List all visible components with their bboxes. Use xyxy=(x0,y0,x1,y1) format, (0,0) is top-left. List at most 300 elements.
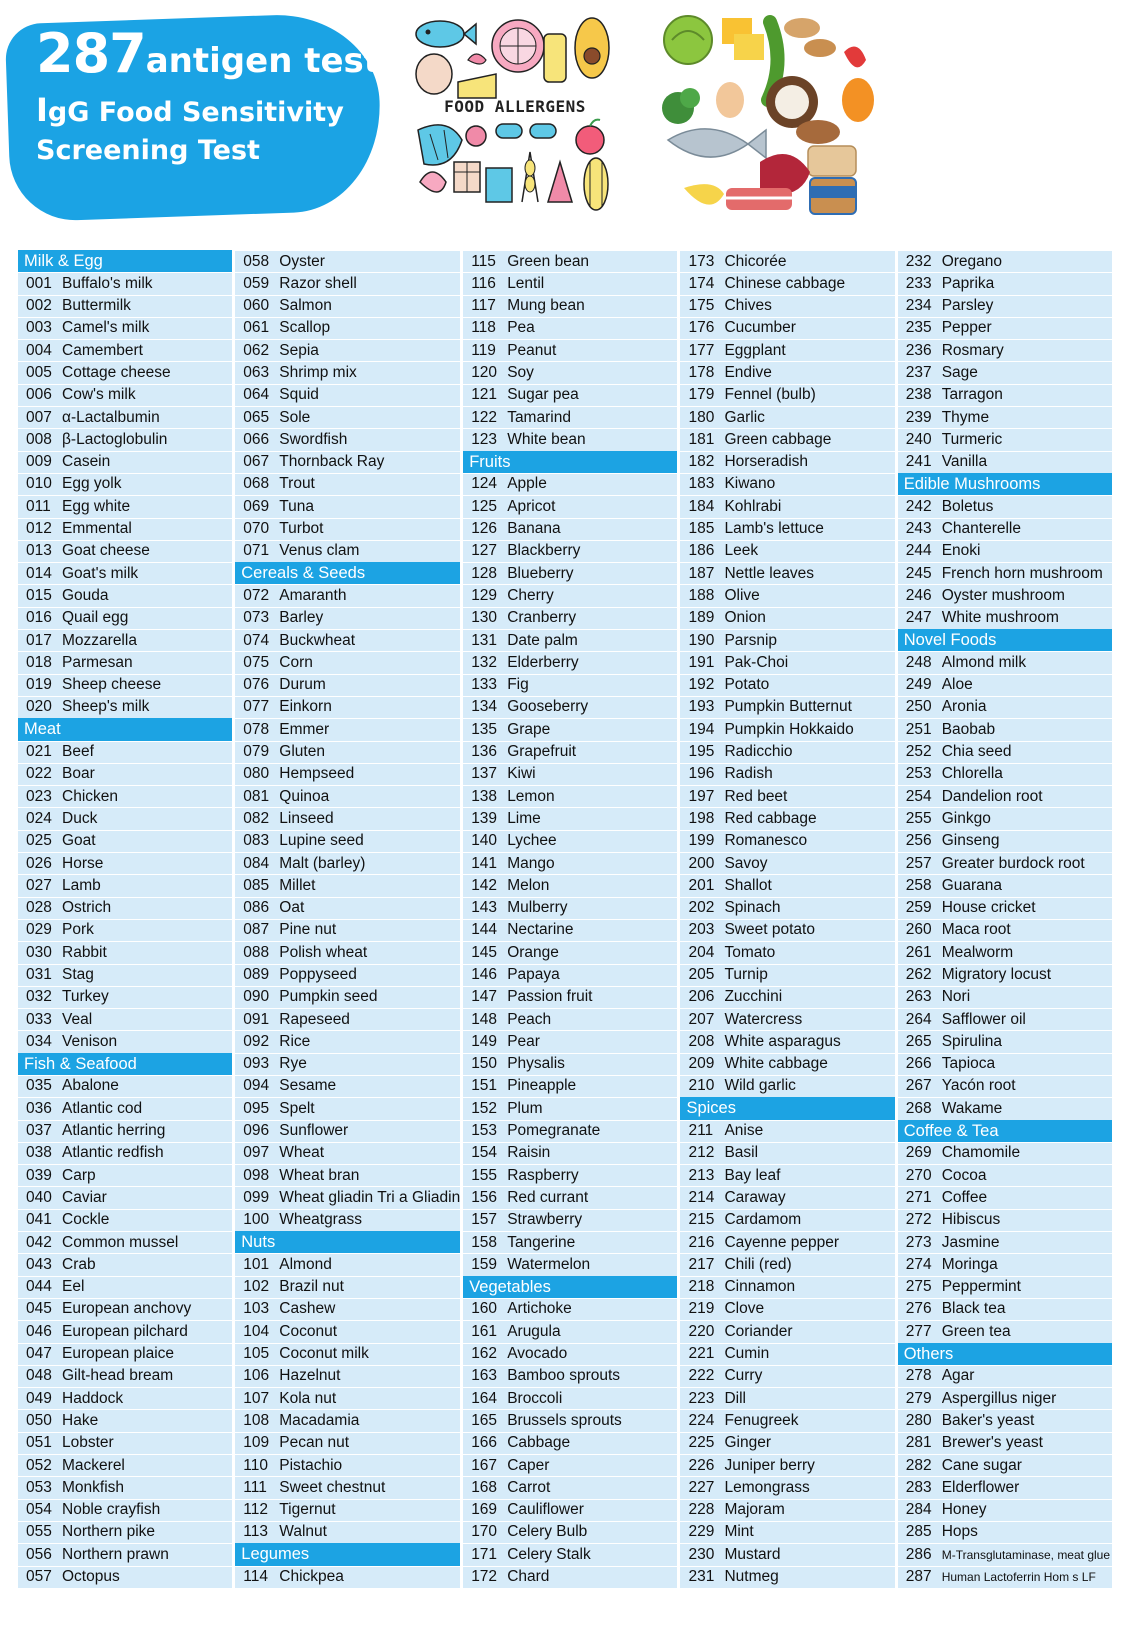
antigen-name: Sweet potato xyxy=(724,921,815,939)
antigen-name: Venison xyxy=(62,1032,118,1050)
antigen-row xyxy=(18,339,232,361)
antigen-row xyxy=(680,1075,894,1097)
antigen-row xyxy=(235,964,460,986)
antigen-name: Eel xyxy=(62,1278,85,1296)
antigen-number: 264 xyxy=(905,1010,932,1028)
antigen-row xyxy=(463,250,677,272)
antigen-row xyxy=(235,607,460,629)
antigen-name: Green cabbage xyxy=(724,430,832,448)
antigen-name: Lychee xyxy=(507,832,557,850)
antigen-row xyxy=(18,607,232,629)
antigen-name: Clove xyxy=(724,1300,765,1318)
antigen-name: Atlantic herring xyxy=(62,1122,166,1140)
antigen-test-label: antigen test xyxy=(145,41,381,81)
antigen-name: Human Lactoferrin Hom s LF xyxy=(941,1570,1096,1585)
antigen-name: Cocoa xyxy=(941,1166,987,1184)
antigen-number: 071 xyxy=(243,542,270,560)
antigen-row xyxy=(235,1298,460,1320)
antigen-number: 158 xyxy=(471,1233,498,1251)
antigen-number: 162 xyxy=(471,1345,498,1363)
antigen-row xyxy=(463,1476,677,1498)
antigen-row xyxy=(235,986,460,1008)
antigen-number: 157 xyxy=(471,1211,498,1229)
antigen-number: 096 xyxy=(243,1122,270,1140)
antigen-name: Aloe xyxy=(941,676,973,694)
antigen-number: 278 xyxy=(905,1367,932,1385)
antigen-row xyxy=(18,1409,232,1431)
antigen-name: Savoy xyxy=(724,854,768,872)
svg-text:FOOD ALLERGENS: FOOD ALLERGENS xyxy=(444,97,586,116)
antigen-row xyxy=(898,1543,1112,1565)
antigen-row xyxy=(463,1454,677,1476)
antigen-name: Emmer xyxy=(279,720,330,738)
antigen-name: Oyster xyxy=(279,252,325,270)
antigen-name: Baobab xyxy=(941,720,996,738)
antigen-name: Chinese cabbage xyxy=(724,274,846,292)
antigen-name: Mustard xyxy=(724,1545,781,1563)
antigen-name: Ginger xyxy=(724,1434,771,1452)
antigen-name: Banana xyxy=(507,520,561,538)
antigen-name: Raspberry xyxy=(507,1166,579,1184)
antigen-number: 268 xyxy=(905,1099,932,1117)
antigen-row xyxy=(235,785,460,807)
antigen-row xyxy=(680,830,894,852)
antigen-number: 182 xyxy=(688,453,715,471)
antigen-number: 246 xyxy=(905,586,932,604)
antigen-row xyxy=(18,1231,232,1253)
antigen-number: 273 xyxy=(905,1233,932,1251)
antigen-name: Ostrich xyxy=(62,899,112,917)
antigen-row xyxy=(18,1365,232,1387)
antigen-number: 141 xyxy=(471,854,498,872)
antigen-name: Red beet xyxy=(724,787,788,805)
antigen-name: Buttermilk xyxy=(62,297,131,315)
antigen-name: Cayenne pepper xyxy=(724,1233,840,1251)
antigen-number: 175 xyxy=(688,297,715,315)
antigen-row xyxy=(18,495,232,517)
antigen-number: 002 xyxy=(26,297,52,315)
antigen-number: 221 xyxy=(688,1345,715,1363)
antigen-name: Coriander xyxy=(724,1322,793,1340)
antigen-name: Goat cheese xyxy=(62,542,150,560)
antigen-name: Venus clam xyxy=(279,542,360,560)
antigen-number: 029 xyxy=(26,921,52,939)
antigen-number: 035 xyxy=(26,1077,52,1095)
antigen-row xyxy=(898,852,1112,874)
antigen-row xyxy=(235,741,460,763)
antigen-name: Aronia xyxy=(941,698,987,716)
antigen-number: 061 xyxy=(243,319,270,337)
antigen-row xyxy=(235,651,460,673)
antigen-name: Garlic xyxy=(724,408,765,426)
antigen-row xyxy=(18,785,232,807)
antigen-row xyxy=(463,317,677,339)
antigen-number: 101 xyxy=(243,1255,270,1273)
antigen-name: Rice xyxy=(279,1032,311,1050)
antigen-number: 176 xyxy=(688,319,715,337)
antigen-number: 050 xyxy=(26,1411,52,1429)
antigen-number: 005 xyxy=(26,363,52,381)
antigen-number: 225 xyxy=(688,1434,715,1452)
antigen-number: 235 xyxy=(905,319,932,337)
antigen-name: White mushroom xyxy=(941,609,1059,627)
antigen-number: 201 xyxy=(688,876,715,894)
antigen-name: Green tea xyxy=(941,1322,1011,1340)
antigen-row xyxy=(680,874,894,896)
antigen-row xyxy=(680,1387,894,1409)
header-subtitle-line1: IgG Food Sensitivity xyxy=(36,91,344,129)
antigen-row xyxy=(680,1053,894,1075)
antigen-row xyxy=(235,718,460,740)
antigen-number: 109 xyxy=(243,1434,270,1452)
antigen-row xyxy=(235,317,460,339)
list-column xyxy=(18,250,232,1617)
antigen-number: 082 xyxy=(243,809,270,827)
antigen-name: Northern prawn xyxy=(62,1545,169,1563)
antigen-row xyxy=(18,1543,232,1565)
antigen-number: 274 xyxy=(905,1255,932,1273)
antigen-row xyxy=(18,1499,232,1521)
antigen-name: European pilchard xyxy=(62,1322,188,1340)
antigen-row xyxy=(463,1432,677,1454)
antigen-row xyxy=(680,272,894,294)
antigen-number: 193 xyxy=(688,698,715,716)
antigen-number: 188 xyxy=(688,586,715,604)
antigen-row xyxy=(680,339,894,361)
antigen-name: Lime xyxy=(507,809,541,827)
antigen-name: Passion fruit xyxy=(507,988,593,1006)
antigen-number: 254 xyxy=(905,787,932,805)
antigen-name: Sugar pea xyxy=(507,386,579,404)
antigen-name: Carrot xyxy=(507,1478,551,1496)
antigen-row xyxy=(18,763,232,785)
antigen-name: Watercress xyxy=(724,1010,803,1028)
antigen-row xyxy=(235,1142,460,1164)
antigen-name: Pak-Choi xyxy=(724,653,789,671)
antigen-name: Pear xyxy=(507,1032,540,1050)
antigen-name: α-Lactalbumin xyxy=(62,408,160,426)
antigen-row xyxy=(235,1365,460,1387)
antigen-name: Crab xyxy=(62,1255,96,1273)
antigen-row xyxy=(235,473,460,495)
category-header: Milk & Egg xyxy=(18,250,232,272)
category-header: Fish & Seafood xyxy=(18,1053,232,1075)
antigen-name: Parsley xyxy=(941,297,994,315)
antigen-row xyxy=(18,1432,232,1454)
antigen-row xyxy=(898,1365,1112,1387)
antigen-name: Sheep cheese xyxy=(62,676,162,694)
antigen-number: 236 xyxy=(905,341,932,359)
antigen-row xyxy=(680,1186,894,1208)
antigen-number: 227 xyxy=(688,1478,715,1496)
antigen-row xyxy=(235,1409,460,1431)
antigen-number: 044 xyxy=(26,1278,52,1296)
antigen-row xyxy=(235,339,460,361)
antigen-name: Cottage cheese xyxy=(62,363,171,381)
antigen-row xyxy=(18,1164,232,1186)
antigen-row xyxy=(18,1320,232,1342)
antigen-row xyxy=(680,473,894,495)
antigen-number: 034 xyxy=(26,1032,52,1050)
antigen-number: 127 xyxy=(471,542,498,560)
antigen-number: 219 xyxy=(688,1300,715,1318)
antigen-number: 086 xyxy=(243,899,270,917)
antigen-name: Nutmeg xyxy=(724,1568,779,1586)
antigen-number: 016 xyxy=(26,609,52,627)
antigen-row xyxy=(898,651,1112,673)
antigen-row xyxy=(463,1209,677,1231)
antigen-row xyxy=(235,1209,460,1231)
antigen-name: Greater burdock root xyxy=(941,854,1085,872)
antigen-row xyxy=(680,495,894,517)
antigen-number: 024 xyxy=(26,809,52,827)
antigen-row xyxy=(898,384,1112,406)
antigen-name: Pine nut xyxy=(279,921,337,939)
antigen-name: Mango xyxy=(507,854,555,872)
antigen-name: Potato xyxy=(724,676,770,694)
antigen-name: Basil xyxy=(724,1144,759,1162)
antigen-name: Zucchini xyxy=(724,988,783,1006)
antigen-name: Pecan nut xyxy=(279,1434,350,1452)
antigen-row xyxy=(463,361,677,383)
antigen-row xyxy=(18,897,232,919)
antigen-number: 163 xyxy=(471,1367,498,1385)
antigen-name: Common mussel xyxy=(62,1233,179,1251)
antigen-row xyxy=(898,807,1112,829)
antigen-number: 166 xyxy=(471,1434,498,1452)
antigen-name: Majoram xyxy=(724,1501,785,1519)
antigen-number: 097 xyxy=(243,1144,270,1162)
antigen-name: Northern pike xyxy=(62,1523,156,1541)
antigen-name: β-Lactoglobulin xyxy=(62,430,168,448)
antigen-number: 283 xyxy=(905,1478,932,1496)
antigen-row xyxy=(680,1365,894,1387)
antigen-row xyxy=(463,852,677,874)
antigen-name: Migratory locust xyxy=(941,966,1052,983)
antigen-name: Tomato xyxy=(724,943,776,961)
antigen-number: 088 xyxy=(243,943,270,961)
antigen-number: 194 xyxy=(688,720,715,738)
antigen-name: Carp xyxy=(62,1166,96,1184)
antigen-name: Chicorée xyxy=(724,252,787,270)
antigen-name: Casein xyxy=(62,453,111,471)
antigen-name: Scallop xyxy=(279,319,331,337)
antigen-name: Squid xyxy=(279,386,319,404)
antigen-row xyxy=(680,1409,894,1431)
antigen-name: French horn mushroom xyxy=(941,564,1103,582)
antigen-name: Hempseed xyxy=(279,765,355,783)
antigen-row xyxy=(463,785,677,807)
antigen-number: 181 xyxy=(688,430,715,448)
antigen-row xyxy=(18,1454,232,1476)
antigen-number: 199 xyxy=(688,832,715,850)
antigen-name: Mozzarella xyxy=(62,631,137,649)
antigen-name: Spirulina xyxy=(941,1032,1003,1050)
antigen-name: Pineapple xyxy=(507,1077,577,1095)
antigen-number: 245 xyxy=(905,564,932,582)
antigen-row xyxy=(235,1454,460,1476)
antigen-number: 191 xyxy=(688,653,715,671)
antigen-number: 272 xyxy=(905,1211,932,1229)
antigen-row xyxy=(235,1566,460,1588)
antigen-number: 102 xyxy=(243,1278,270,1296)
antigen-row xyxy=(898,897,1112,919)
antigen-name: Avocado xyxy=(507,1345,568,1363)
antigen-name: Wheatgrass xyxy=(279,1211,362,1229)
category-header: Fruits xyxy=(463,451,677,473)
antigen-name: Gouda xyxy=(62,586,109,604)
antigen-row xyxy=(898,250,1112,272)
antigen-number: 092 xyxy=(243,1032,270,1050)
antigen-number: 241 xyxy=(905,453,932,471)
antigen-name: Sepia xyxy=(279,341,319,359)
antigen-row xyxy=(680,964,894,986)
antigen-number: 128 xyxy=(471,564,498,582)
antigen-name: Sheep's milk xyxy=(62,698,150,716)
antigen-name: Celery Stalk xyxy=(507,1545,591,1563)
antigen-name: Mealworm xyxy=(941,943,1014,961)
antigen-row xyxy=(680,696,894,718)
antigen-name: Elderberry xyxy=(507,653,579,671)
antigen-name: Honey xyxy=(941,1501,987,1519)
antigen-number: 036 xyxy=(26,1099,52,1117)
antigen-row xyxy=(463,1008,677,1030)
antigen-number: 205 xyxy=(688,966,715,983)
antigen-name: Elderflower xyxy=(941,1478,1020,1496)
antigen-row xyxy=(235,1343,460,1365)
antigen-row xyxy=(463,763,677,785)
antigen-row xyxy=(680,897,894,919)
antigen-number: 214 xyxy=(688,1188,715,1206)
antigen-name: Nectarine xyxy=(507,921,574,939)
antigen-number: 046 xyxy=(26,1322,52,1340)
antigen-name: Green bean xyxy=(507,252,590,270)
antigen-number: 064 xyxy=(243,386,270,404)
antigen-name: Red cabbage xyxy=(724,809,817,827)
antigen-name: Chili (red) xyxy=(724,1255,792,1273)
antigen-number: 202 xyxy=(688,899,715,917)
antigen-number: 079 xyxy=(243,743,270,761)
antigen-number: 098 xyxy=(243,1166,270,1184)
antigen-name: Shallot xyxy=(724,876,772,894)
antigen-number: 160 xyxy=(471,1300,498,1318)
antigen-name: Brewer's yeast xyxy=(941,1434,1043,1452)
antigen-row xyxy=(680,763,894,785)
antigen-number: 106 xyxy=(243,1367,270,1385)
antigen-row xyxy=(235,830,460,852)
antigen-row xyxy=(463,473,677,495)
antigen-name: Nettle leaves xyxy=(724,564,815,582)
antigen-row xyxy=(898,1030,1112,1052)
antigen-number: 247 xyxy=(905,609,932,627)
antigen-name: Enoki xyxy=(941,542,981,560)
food-allergens-illustration xyxy=(410,12,620,216)
antigen-row xyxy=(463,830,677,852)
antigen-number: 038 xyxy=(26,1144,52,1162)
antigen-name: Camembert xyxy=(62,341,143,359)
antigen-row xyxy=(463,295,677,317)
antigen-number: 276 xyxy=(905,1300,932,1318)
antigen-name: Chanterelle xyxy=(941,520,1021,538)
category-header: Coffee & Tea xyxy=(898,1120,1112,1142)
antigen-number: 099 xyxy=(243,1188,270,1206)
antigen-name: Linseed xyxy=(279,809,334,827)
antigen-name: Lemon xyxy=(507,787,555,805)
antigen-row xyxy=(680,584,894,606)
antigen-number: 007 xyxy=(26,408,52,426)
antigen-number: 014 xyxy=(26,564,52,582)
antigen-row xyxy=(898,1298,1112,1320)
antigen-number: 284 xyxy=(905,1501,932,1519)
antigen-number: 210 xyxy=(688,1077,715,1095)
antigen-number: 183 xyxy=(688,475,715,493)
antigen-number: 121 xyxy=(471,386,498,404)
antigen-row xyxy=(235,295,460,317)
antigen-name: Malt (barley) xyxy=(279,854,366,872)
antigen-number: 186 xyxy=(688,542,715,560)
antigen-number: 279 xyxy=(905,1389,932,1407)
antigen-number: 285 xyxy=(905,1523,932,1541)
antigen-name: Juniper berry xyxy=(724,1456,815,1474)
antigen-row xyxy=(680,295,894,317)
category-header: Edible Mushrooms xyxy=(898,473,1112,495)
antigen-name: Spinach xyxy=(724,899,781,917)
antigen-row xyxy=(235,1253,460,1275)
antigen-number: 164 xyxy=(471,1389,498,1407)
antigen-number: 152 xyxy=(471,1099,498,1117)
antigen-number: 260 xyxy=(905,921,932,939)
antigen-row xyxy=(680,1454,894,1476)
antigen-row xyxy=(18,986,232,1008)
antigen-name: Jasmine xyxy=(941,1233,1000,1251)
antigen-name: Soy xyxy=(507,363,534,381)
antigen-number: 197 xyxy=(688,787,715,805)
antigen-name: Ginseng xyxy=(941,832,1000,850)
antigen-name: Bamboo sprouts xyxy=(507,1367,621,1385)
antigen-row xyxy=(18,1120,232,1142)
antigen-name: Wild garlic xyxy=(724,1077,796,1095)
antigen-number: 165 xyxy=(471,1411,498,1429)
antigen-row xyxy=(18,1276,232,1298)
antigen-number: 004 xyxy=(26,341,52,359)
antigen-name: Watermelon xyxy=(507,1255,591,1273)
antigen-name: Buckwheat xyxy=(279,631,356,649)
antigen-number: 189 xyxy=(688,609,715,627)
antigen-number: 207 xyxy=(688,1010,715,1028)
antigen-name: European anchovy xyxy=(62,1300,192,1318)
antigen-row xyxy=(680,451,894,473)
antigen-name: Tigernut xyxy=(279,1501,336,1519)
antigen-row xyxy=(680,317,894,339)
antigen-row xyxy=(235,495,460,517)
antigen-row xyxy=(18,451,232,473)
antigen-name: Oregano xyxy=(941,252,1003,270)
antigen-row xyxy=(18,562,232,584)
antigen-name: Swordfish xyxy=(279,430,348,448)
antigen-name: M-Transglutaminase, meat glue xyxy=(941,1547,1111,1562)
antigen-number: 058 xyxy=(243,252,270,270)
antigen-name: Cockle xyxy=(62,1211,110,1229)
antigen-row xyxy=(680,785,894,807)
antigen-row xyxy=(898,540,1112,562)
antigen-row xyxy=(680,674,894,696)
antigen-number: 056 xyxy=(26,1545,52,1563)
antigen-number: 028 xyxy=(26,899,52,917)
antigen-name: Einkorn xyxy=(279,698,332,716)
antigen-name: Sweet chestnut xyxy=(279,1478,386,1496)
antigen-number: 238 xyxy=(905,386,932,404)
antigen-number: 195 xyxy=(688,743,715,761)
